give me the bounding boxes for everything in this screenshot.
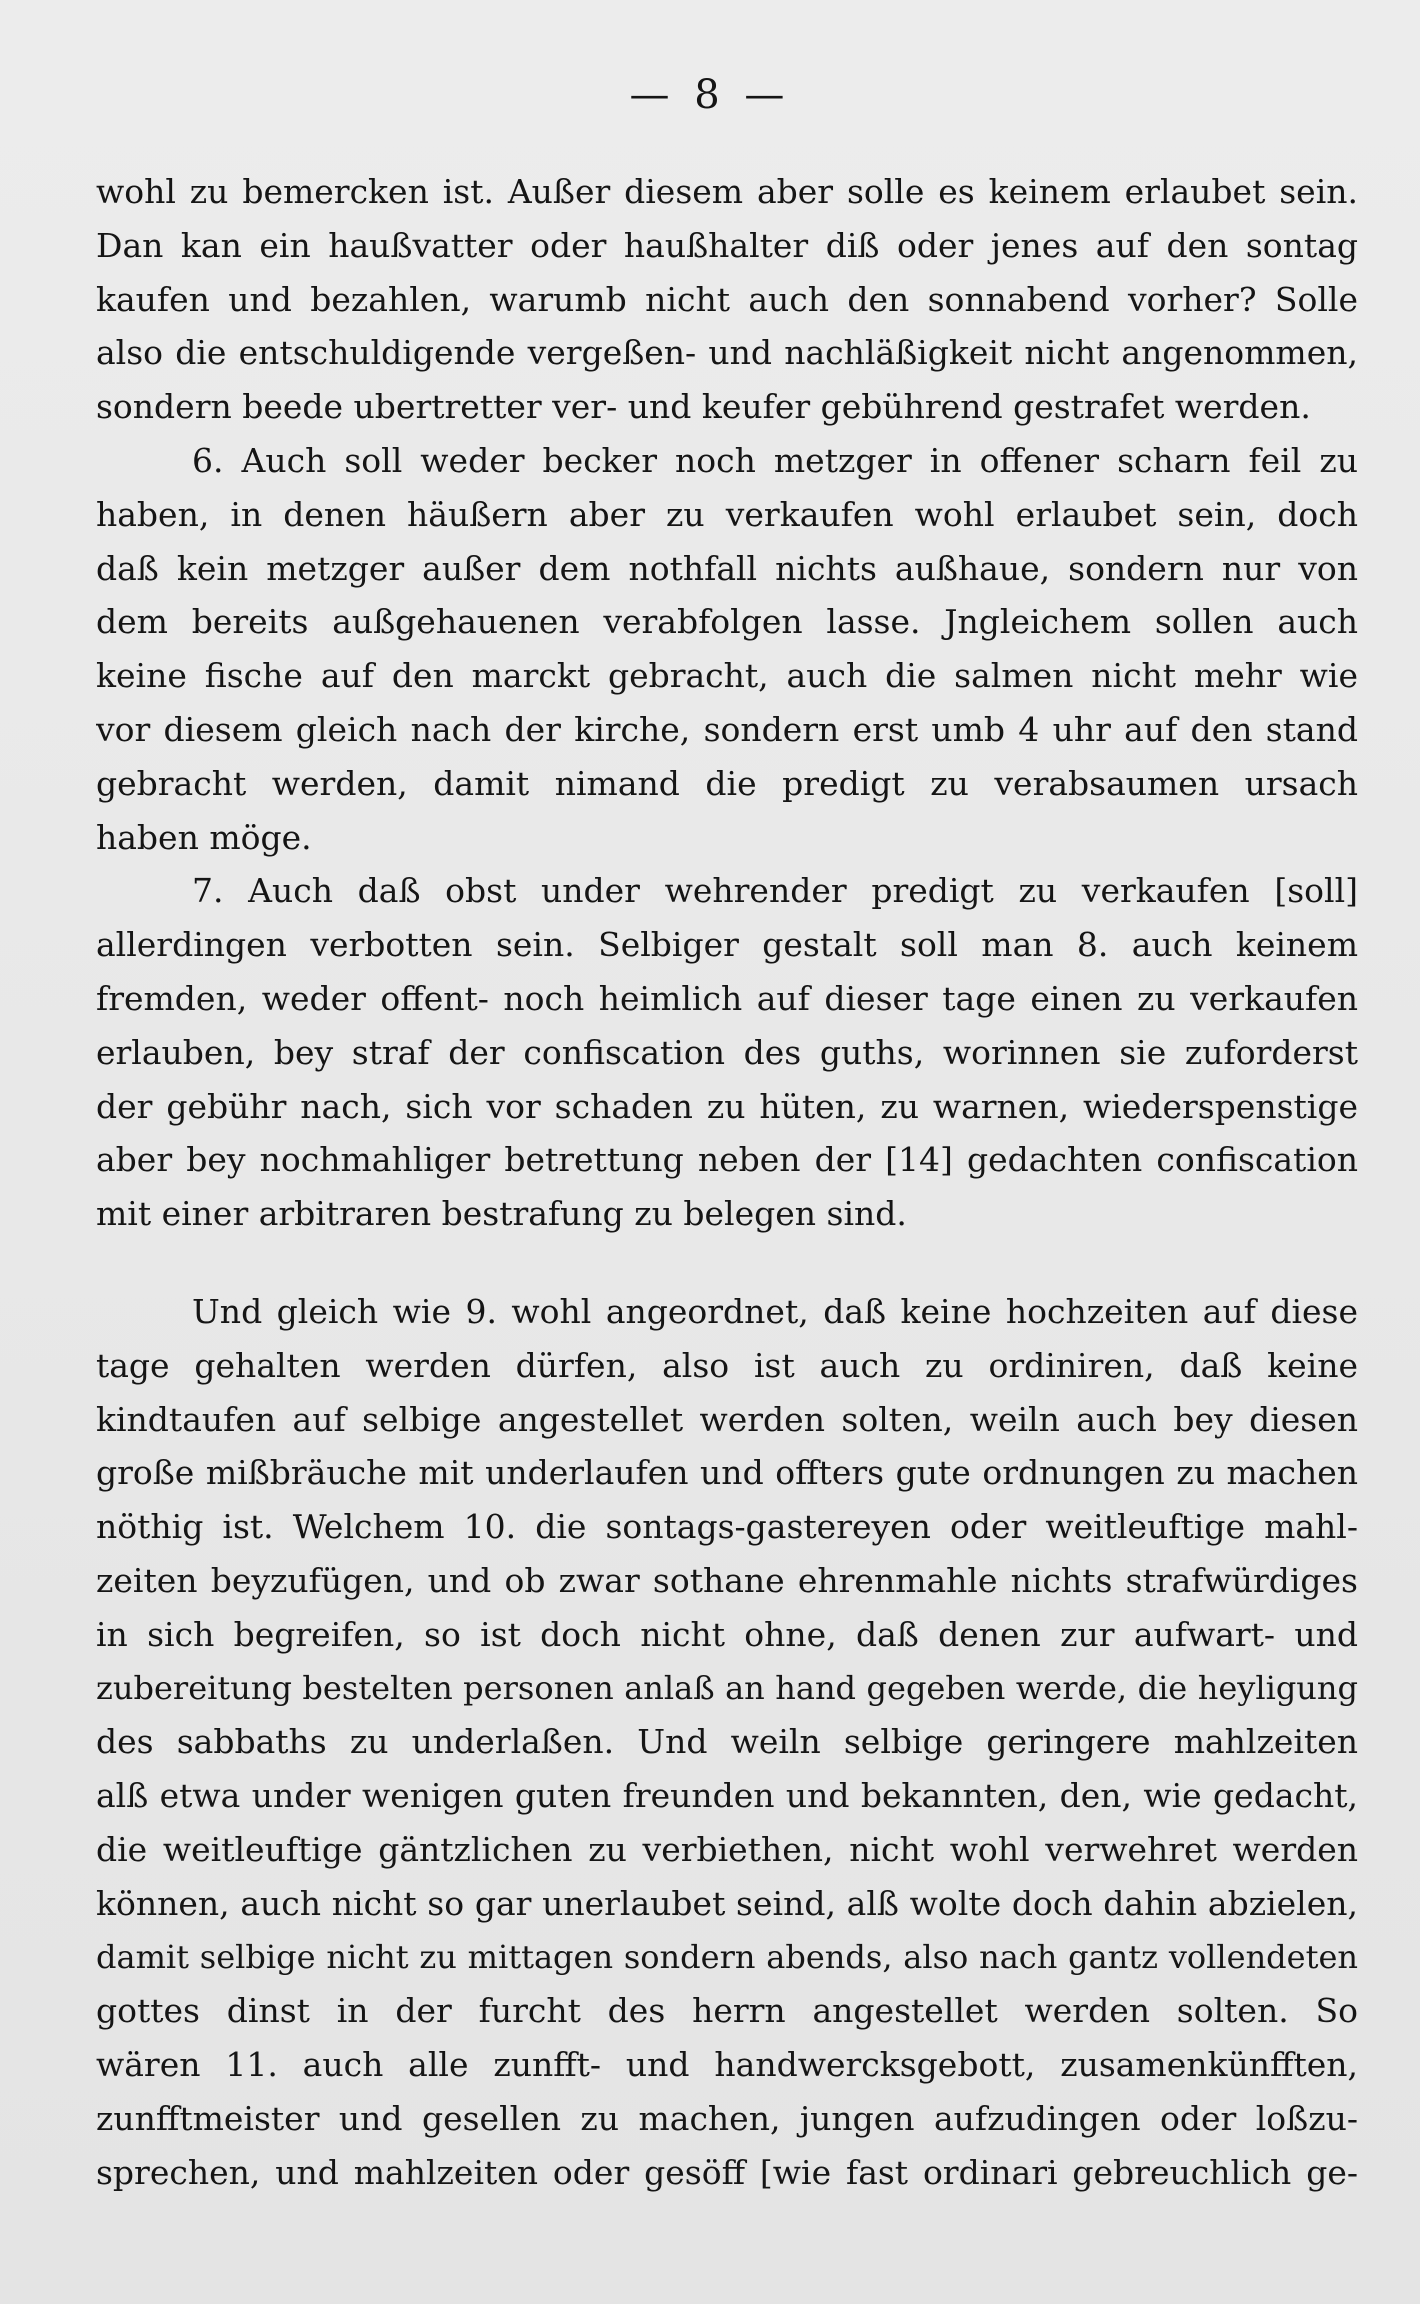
text-line: Und gleich wie 9. wohl angeordnet, daß keine hochzeiten auf diese [192, 1291, 1358, 1331]
text-line: 7. Auch daß obst under wehrender predigt zu verkaufen [soll] [192, 871, 1358, 911]
text-line: dem bereits außgehauenen verabfolgen lasse. Jngleichem sollen auch [96, 602, 1358, 642]
text-line: der gebühr nach, sich vor schaden zu hüten, zu warnen, wiederspenstige [96, 1086, 1358, 1126]
text-line: die weitleuftige gäntzlichen zu verbiethen, nicht wohl verwehret werden [96, 1829, 1358, 1869]
text-line: aber bey nochmahliger betrettung neben der [14] gedachten confiscation [96, 1140, 1358, 1180]
text-line: 6. Auch soll weder becker noch metzger in offener scharn feil zu [192, 440, 1358, 480]
text-line: des sabbaths zu underlaßen. Und weiln selbige geringere mahlzeiten [96, 1722, 1358, 1762]
page-number: — 8 — [629, 72, 791, 118]
text-line: Dan kan ein haußvatter oder haußhalter diß oder jenes auf den sontag [96, 225, 1358, 265]
text-line: zunfftmeister und gesellen zu machen, jungen aufzudingen oder loßzu- [96, 2098, 1358, 2138]
text-line: können, auch nicht so gar unerlaubet seind, alß wolte doch dahin abzielen, [96, 1883, 1358, 1923]
text-line: große mißbräuche mit underlaufen und offters gute ordnungen zu machen [96, 1453, 1358, 1493]
text-line: fremden, weder offent- noch heimlich auf dieser tage einen zu verkaufen [96, 978, 1358, 1018]
text-line: wären 11. auch alle zunfft- und handwercksgebott, zusamenkünfften, [96, 2045, 1358, 2085]
text-line: kindtaufen auf selbige angestellet werden solten, weiln auch bey diesen [96, 1399, 1358, 1439]
text-line: also die entschuldigende vergeßen- und nachläßigkeit nicht angenommen, [96, 333, 1358, 373]
body-text [96, 165, 1358, 2199]
paragraph-gap [96, 1241, 1358, 1285]
text-line: sprechen, und mahlzeiten oder gesöff [wie fast ordinari gebreuchlich ge- [96, 2152, 1358, 2192]
text-line: zubereitung bestelten personen anlaß an hand gegeben werde, die heyligung [96, 1668, 1358, 1707]
text-line: zeiten beyzufügen, und ob zwar sothane ehrenmahle nichts strafwürdiges [96, 1560, 1358, 1600]
text-line: damit selbige nicht zu mittagen sondern abends, also nach gantz vollendeten [96, 1937, 1358, 1976]
text-line: nöthig ist. Welchem 10. die sontags-gastereyen oder weitleuftige mahl- [96, 1507, 1358, 1547]
text-line: allerdingen verbotten sein. Selbiger gestalt soll man 8. auch keinem [96, 925, 1358, 965]
text-line: kaufen und bezahlen, warumb nicht auch den sonnabend vorher? Solle [96, 279, 1358, 319]
text-line: keine fische auf den marckt gebracht, auch die salmen nicht mehr wie [96, 656, 1358, 696]
text-line: daß kein metzger außer dem nothfall nichts außhaue, sondern nur von [96, 548, 1358, 588]
text-line: in sich begreifen, so ist doch nicht ohne, daß denen zur aufwart- und [96, 1614, 1358, 1654]
text-line: haben, in denen häußern aber zu verkaufen wohl erlaubet sein, doch [96, 494, 1358, 534]
text-line: erlauben, bey straf der confiscation des guths, worinnen sie zuforderst [96, 1032, 1358, 1072]
text-line: gebracht werden, damit nimand die predigt zu verabsaumen ursach [96, 763, 1358, 803]
text-line: alß etwa under wenigen guten freunden und bekannten, den, wie gedacht, [96, 1776, 1358, 1816]
text-line: wohl zu bemercken ist. Außer diesem aber solle es keinem erlaubet sein. [96, 172, 1358, 211]
text-line: sondern beede ubertretter ver- und keufer gebührend gestrafet werden. [96, 387, 1311, 427]
text-line: mit einer arbitraren bestrafung zu belegen sind. [96, 1194, 907, 1234]
text-line: tage gehalten werden dürfen, also ist auch zu ordiniren, daß keine [96, 1345, 1358, 1385]
text-line: gottes dinst in der furcht des herrn angestellet werden solten. So [96, 1991, 1358, 2031]
text-line: haben möge. [96, 817, 312, 857]
text-line: vor diesem gleich nach der kirche, sondern erst umb 4 uhr auf den stand [96, 709, 1358, 749]
